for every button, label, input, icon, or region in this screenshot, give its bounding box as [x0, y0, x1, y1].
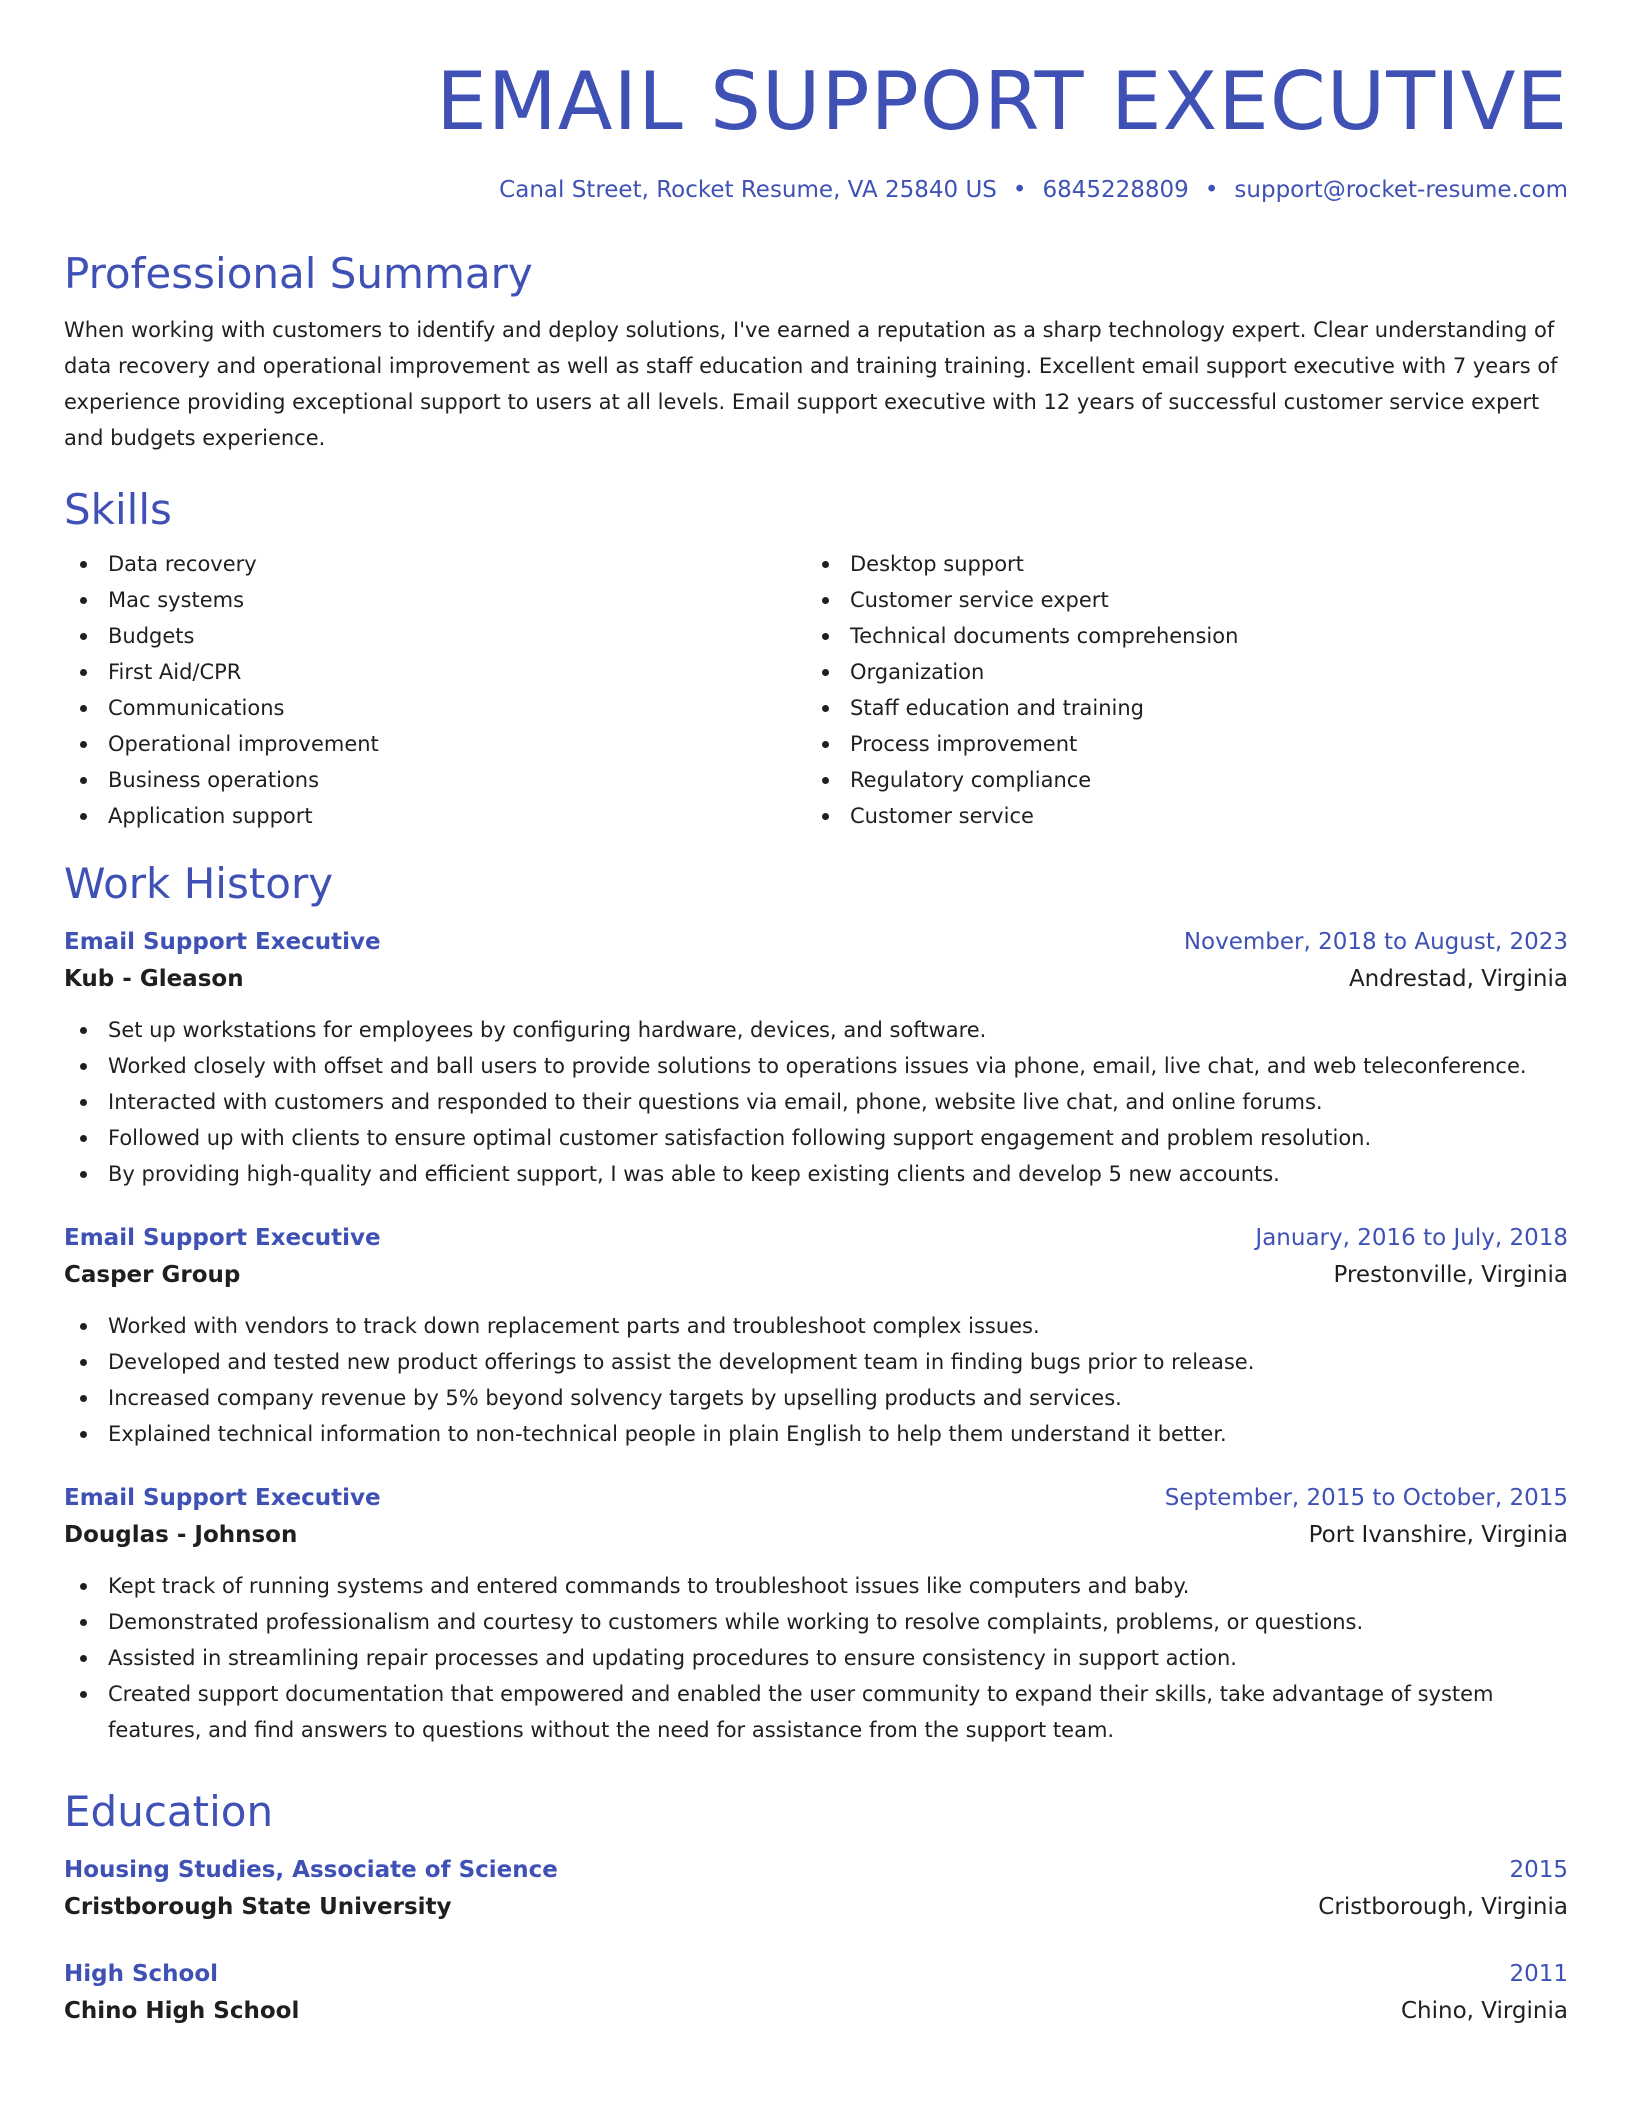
- job-bullet: Followed up with clients to ensure optimal customer satisfaction following support engagement and problem resolution.: [64, 1120, 1568, 1156]
- education-school-row: [64, 1888, 1568, 1926]
- education-degree-row: [64, 1956, 1568, 1992]
- job-entry: [64, 1220, 1568, 1452]
- job-bullets: [64, 1568, 1568, 1748]
- education-section: [64, 1786, 1568, 2030]
- job-company: Kub - Gleason: [64, 966, 244, 992]
- job-dates: January, 2016 to July, 2018: [1255, 1225, 1568, 1251]
- education-degree: High School: [64, 1961, 219, 1987]
- skill-item: Operational improvement: [64, 726, 806, 762]
- skill-item: Customer service: [806, 798, 1548, 834]
- skill-item: Communications: [64, 690, 806, 726]
- job-dates: November, 2018 to August, 2023: [1183, 929, 1568, 955]
- job-company-row: [64, 960, 1568, 998]
- job-location: Prestonville, Virginia: [1333, 1262, 1568, 1288]
- summary-section: [64, 248, 1568, 456]
- job-bullet: Kept track of running systems and entered commands to troubleshoot issues like computers and baby.: [64, 1568, 1568, 1604]
- job-company: Douglas - Johnson: [64, 1522, 298, 1548]
- contact-address: Canal Street, Rocket Resume, VA 25840 US: [499, 177, 997, 203]
- skill-item: Business operations: [64, 762, 806, 798]
- job-title-row: [64, 924, 1568, 960]
- job-bullet: Worked with vendors to track down replacement parts and troubleshoot complex issues.: [64, 1308, 1568, 1344]
- education-heading: Education: [64, 1787, 274, 1836]
- job-title: Email Support Executive: [64, 1225, 381, 1251]
- summary-text: When working with customers to identify and deploy solutions, I've earned a reputation as a sharp technology expert. Clear understanding of data recovery and operational improvement as well as staff education and training training. Excellent email support executive with 7 years of experience providing exceptional support to users at all levels. Email support executive with 12 years of successful customer service expert and budgets experience.: [64, 318, 1558, 450]
- job-title: Email Support Executive: [64, 929, 381, 955]
- skill-item: Customer service expert: [806, 582, 1548, 618]
- skill-item: Budgets: [64, 618, 806, 654]
- summary-heading: Professional Summary: [64, 249, 533, 298]
- job-title-row: [64, 1220, 1568, 1256]
- skill-item: Data recovery: [64, 546, 806, 582]
- contact-separator: •: [1012, 177, 1027, 203]
- job-company-row: [64, 1256, 1568, 1294]
- job-bullets: [64, 1012, 1568, 1192]
- job-bullet: Explained technical information to non-technical people in plain English to help them understand it better.: [64, 1416, 1568, 1452]
- job-bullet: Created support documentation that empowered and enabled the user community to expand their skills, take advantage of system features, and find answers to questions without the need for assistance from the support team.: [64, 1676, 1568, 1748]
- job-location: Port Ivanshire, Virginia: [1308, 1522, 1568, 1548]
- education-degree-row: [64, 1852, 1568, 1888]
- job-dates: September, 2015 to October, 2015: [1164, 1485, 1568, 1511]
- work-history-heading: Work History: [64, 859, 334, 908]
- education-entry: [64, 1956, 1568, 2030]
- education-degree: Housing Studies, Associate of Science: [64, 1857, 558, 1883]
- skill-item: Regulatory compliance: [806, 762, 1548, 798]
- job-location: Andrestad, Virginia: [1348, 966, 1568, 992]
- contact-separator: •: [1204, 177, 1219, 203]
- job-title-row: [64, 1480, 1568, 1516]
- job-bullet: Worked closely with offset and ball users to provide solutions to operations issues via phone, email, live chat, and web teleconference.: [64, 1048, 1568, 1084]
- skills-list-left: [64, 546, 806, 834]
- resume-page: [64, 0, 1568, 2030]
- education-year: 2011: [1509, 1961, 1568, 1987]
- education-year: 2015: [1509, 1857, 1568, 1883]
- education-school: Chino High School: [64, 1998, 300, 2024]
- skills-heading: Skills: [64, 485, 172, 534]
- job-bullet: Demonstrated professionalism and courtesy to customers while working to resolve complaints, problems, or questions.: [64, 1604, 1568, 1640]
- job-bullets: [64, 1308, 1568, 1452]
- job-bullet: Increased company revenue by 5% beyond solvency targets by upselling products and services.: [64, 1380, 1568, 1416]
- education-location: Cristborough, Virginia: [1318, 1894, 1568, 1920]
- job-entry: [64, 924, 1568, 1192]
- skill-item: Mac systems: [64, 582, 806, 618]
- education-location: Chino, Virginia: [1400, 1998, 1568, 2024]
- skills-columns: [64, 546, 1568, 834]
- skill-item: Desktop support: [806, 546, 1548, 582]
- skill-item: Application support: [64, 798, 806, 834]
- skill-item: First Aid/CPR: [64, 654, 806, 690]
- job-title: Email Support Executive: [64, 1485, 381, 1511]
- skill-item: Staff education and training: [806, 690, 1548, 726]
- skill-item: Process improvement: [806, 726, 1548, 762]
- candidate-name: EMAIL SUPPORT EXECUTIVE: [436, 55, 1568, 148]
- resume-header: [64, 0, 1568, 206]
- job-bullet: Set up workstations for employees by configuring hardware, devices, and software.: [64, 1012, 1568, 1048]
- contact-phone: 6845228809: [1042, 177, 1189, 203]
- job-company: Casper Group: [64, 1262, 241, 1288]
- job-company-row: [64, 1516, 1568, 1554]
- contact-line: [64, 174, 1568, 206]
- job-bullet: By providing high-quality and efficient support, I was able to keep existing clients and develop 5 new accounts.: [64, 1156, 1568, 1192]
- work-history-section: [64, 858, 1568, 1748]
- job-bullet: Developed and tested new product offerings to assist the development team in finding bugs prior to release.: [64, 1344, 1568, 1380]
- education-entry: [64, 1852, 1568, 1926]
- job-entry: [64, 1480, 1568, 1748]
- skills-section: [64, 484, 1568, 834]
- education-school-row: [64, 1992, 1568, 2030]
- skill-item: Technical documents comprehension: [806, 618, 1548, 654]
- education-school: Cristborough State University: [64, 1894, 452, 1920]
- skill-item: Organization: [806, 654, 1548, 690]
- contact-email: support@rocket-resume.com: [1234, 177, 1568, 203]
- skills-list-right: [806, 546, 1548, 834]
- job-bullet: Interacted with customers and responded to their questions via email, phone, website live chat, and online forums.: [64, 1084, 1568, 1120]
- job-bullet: Assisted in streamlining repair processes and updating procedures to ensure consistency in support action.: [64, 1640, 1568, 1676]
